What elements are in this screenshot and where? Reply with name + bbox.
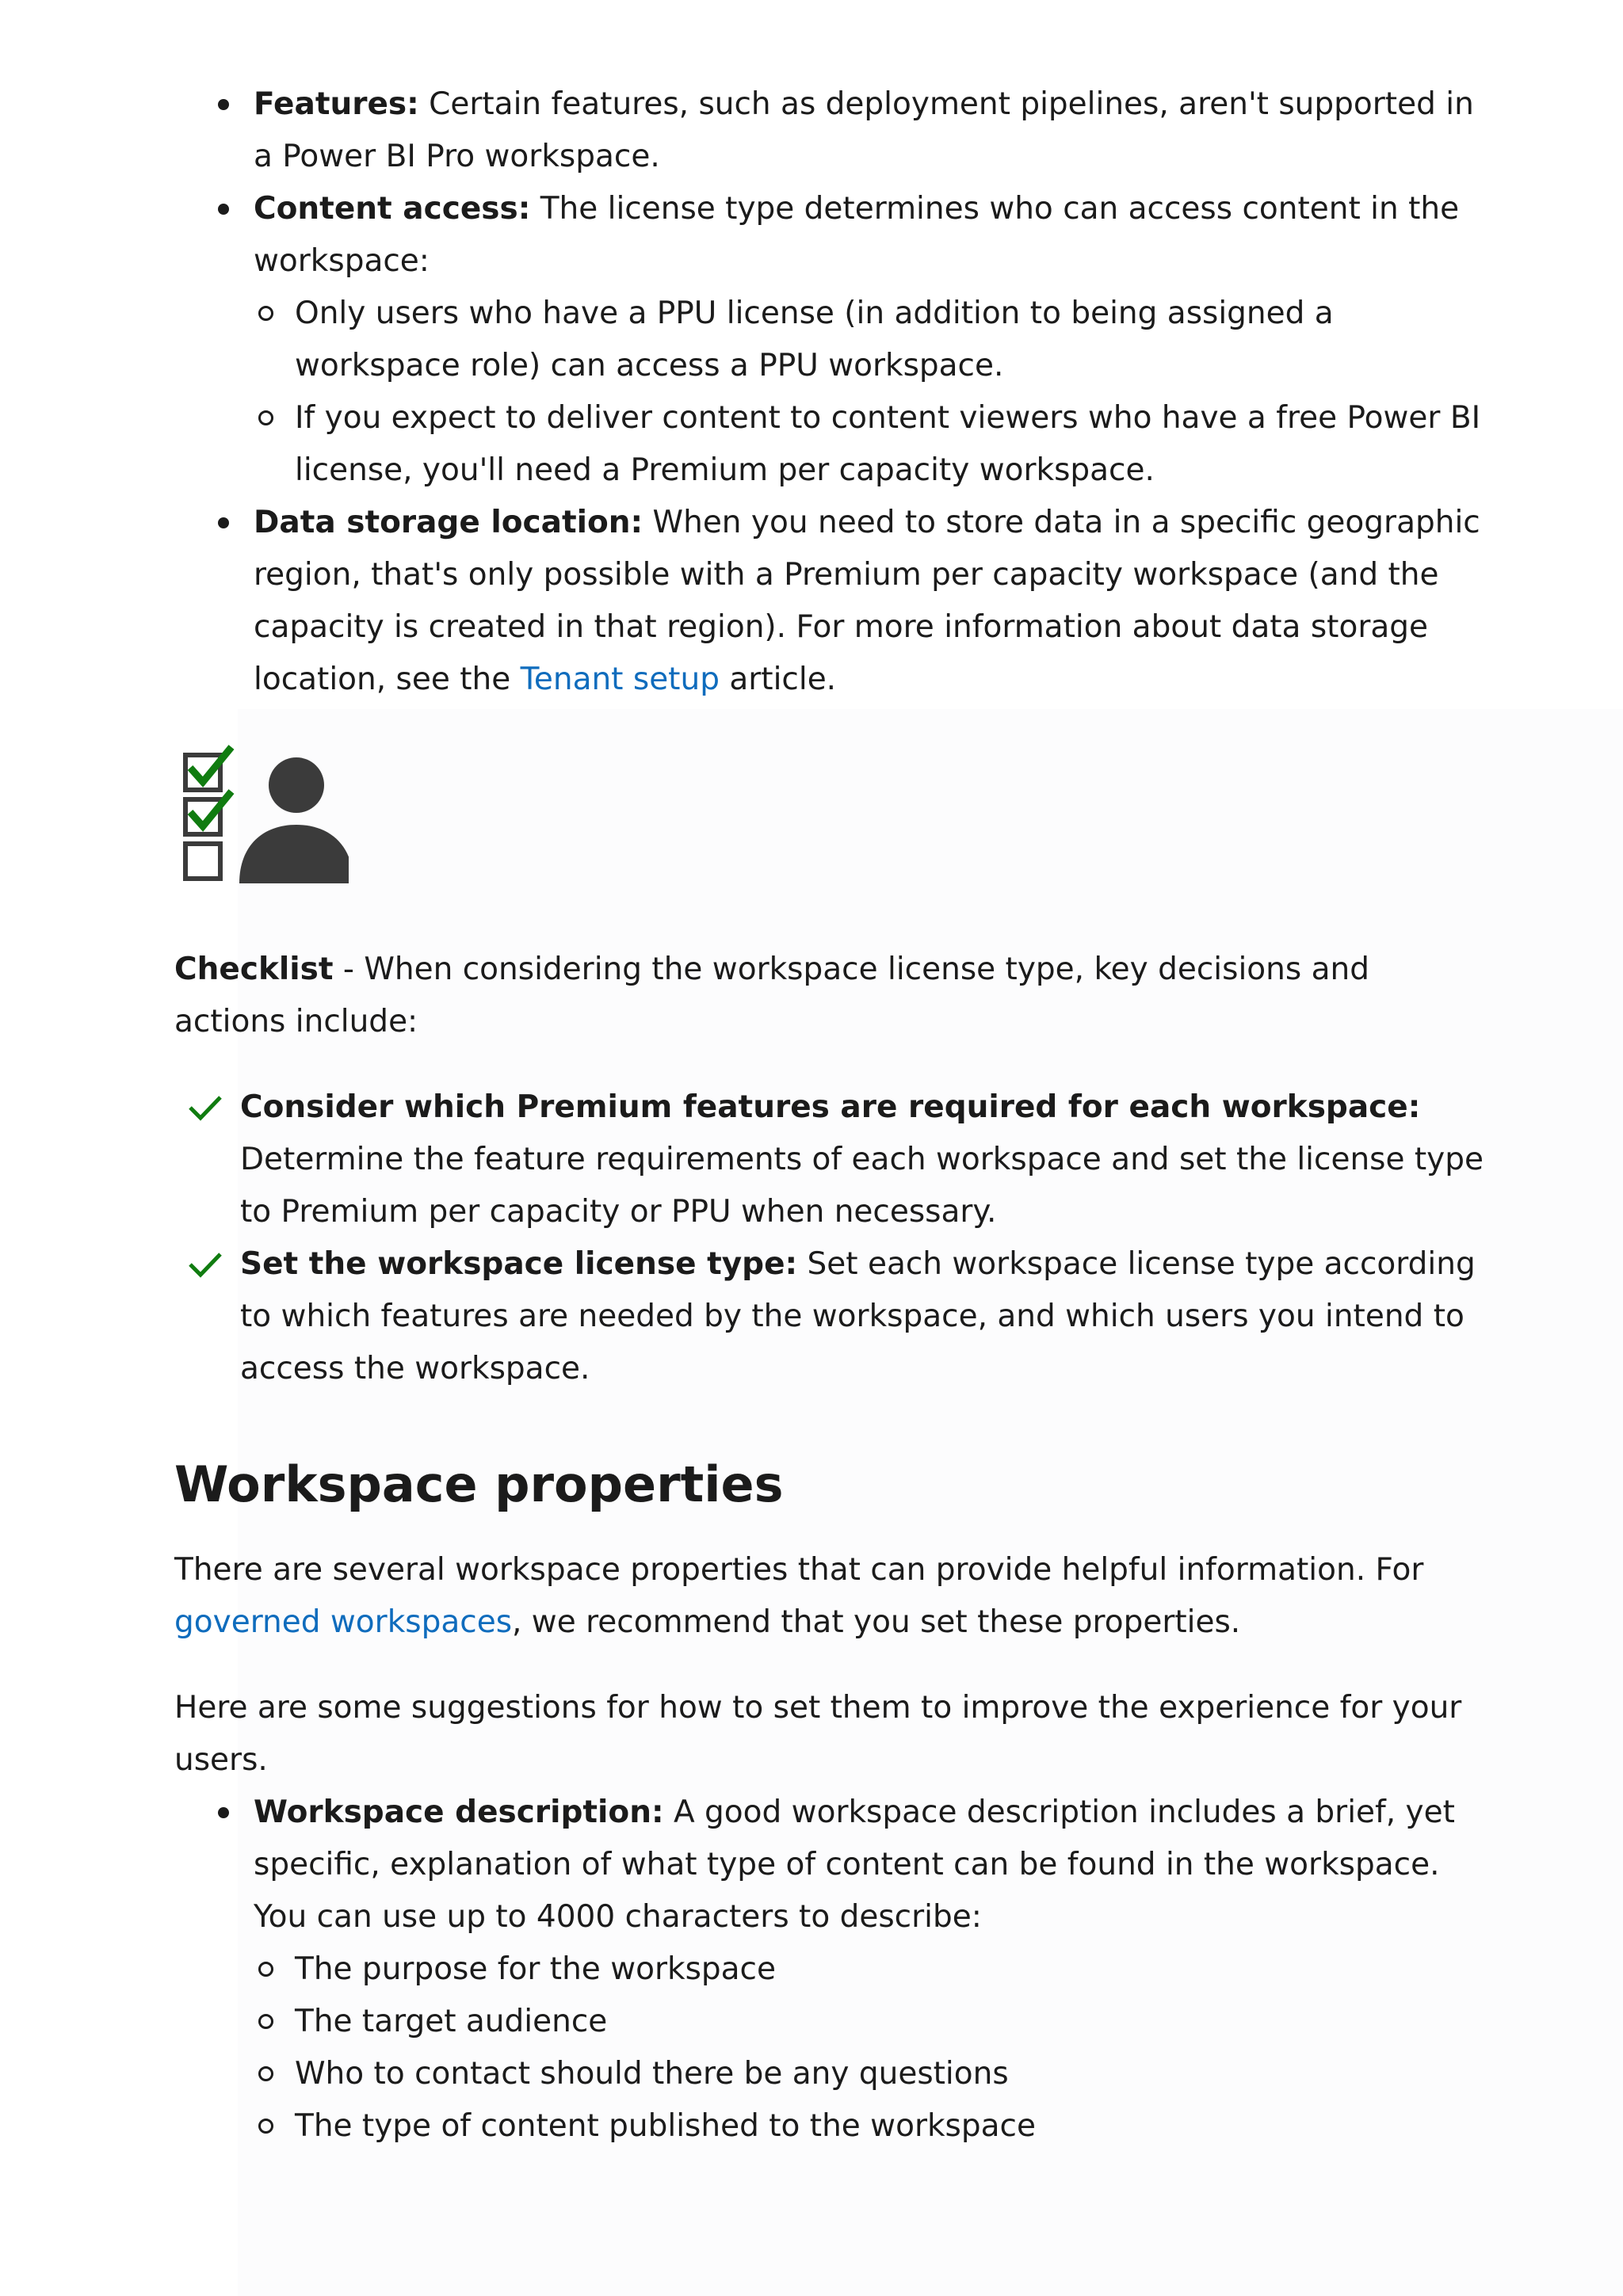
checklist-intro-text: - When considering the workspace license type, key decisions and actions include: <box>174 952 1369 1039</box>
checklist-item <box>240 1238 1490 1395</box>
checklist-items <box>174 1081 1490 1395</box>
checkmark-icon <box>188 1094 223 1121</box>
governed-workspaces-link[interactable]: governed workspaces <box>174 1604 513 1640</box>
bullet-text: When you need to store data in a specific geographic region, that's only possible with a Premium per capacity workspace (and the capacity is created in that region). For more information about data storage location, see the <box>254 505 1480 697</box>
sub-list-item: Who to contact should there be any questions <box>295 2048 1490 2100</box>
checklist-label: Checklist <box>174 952 334 987</box>
bullet-text: The license type determines who can access content in the workspace: <box>254 191 1460 279</box>
paragraph-text: , we recommend that you set these properties. <box>512 1604 1241 1640</box>
checklist-item <box>240 1081 1490 1238</box>
checklist-item-text: Set each workspace license type according to which features are needed by the workspace, and which users you intend to access the workspace. <box>240 1246 1476 1386</box>
sub-list-item: The type of content published to the workspace <box>295 2100 1490 2153</box>
bullet-label: Workspace description: <box>254 1794 664 1830</box>
section-paragraph: Here are some suggestions for how to set them to improve the experience for your users. <box>174 1690 1462 1778</box>
tenant-setup-link[interactable]: Tenant setup <box>520 662 720 697</box>
checkmark-icon <box>188 1251 223 1278</box>
list-item-workspace-description <box>254 1787 1490 2153</box>
list-item-features <box>254 78 1490 183</box>
bullet-label: Features: <box>254 86 419 122</box>
license-considerations-list <box>174 78 1490 706</box>
bullet-label: Data storage location: <box>254 505 643 540</box>
section-heading: Workspace properties <box>174 1455 784 1513</box>
checklist-item-label: Consider which Premium features are required for each workspace: <box>240 1089 1421 1125</box>
paragraph-text: There are several workspace properties that can provide helpful information. For <box>174 1552 1424 1588</box>
content-access-sublist <box>254 288 1490 497</box>
sub-list-item: Only users who have a PPU license (in addition to being assigned a workspace role) can access a PPU workspace. <box>295 288 1490 392</box>
article-content <box>174 78 1490 2153</box>
section-paragraph <box>174 1544 1490 1649</box>
sub-list-item: The target audience <box>295 1996 1490 2048</box>
checklist-item-label: Set the workspace license type: <box>240 1246 798 1282</box>
bullet-label: Content access: <box>254 191 531 227</box>
bullet-text: Certain features, such as deployment pipelines, aren't supported in a Power BI Pro workspace. <box>254 86 1474 174</box>
list-item-content-access <box>254 183 1490 497</box>
workspace-properties-list <box>174 1787 1490 2153</box>
checklist-person-icon <box>174 744 349 883</box>
description-sublist <box>254 1943 1490 2153</box>
sub-list-item: If you expect to deliver content to content viewers who have a free Power BI license, you'll need a Premium per capacity workspace. <box>295 392 1490 497</box>
sub-list-item: The purpose for the workspace <box>295 1943 1490 1996</box>
list-item-data-storage-location <box>254 497 1490 706</box>
checklist-intro <box>174 944 1490 1048</box>
bullet-text: A good workspace description includes a brief, yet specific, explanation of what type of content can be found in the workspace. You can use up to 4000 characters to describe: <box>254 1794 1455 1935</box>
checklist-item-text: Determine the feature requirements of each workspace and set the license type to Premium per capacity or PPU when necessary. <box>240 1142 1484 1230</box>
bullet-text: article. <box>719 662 837 697</box>
